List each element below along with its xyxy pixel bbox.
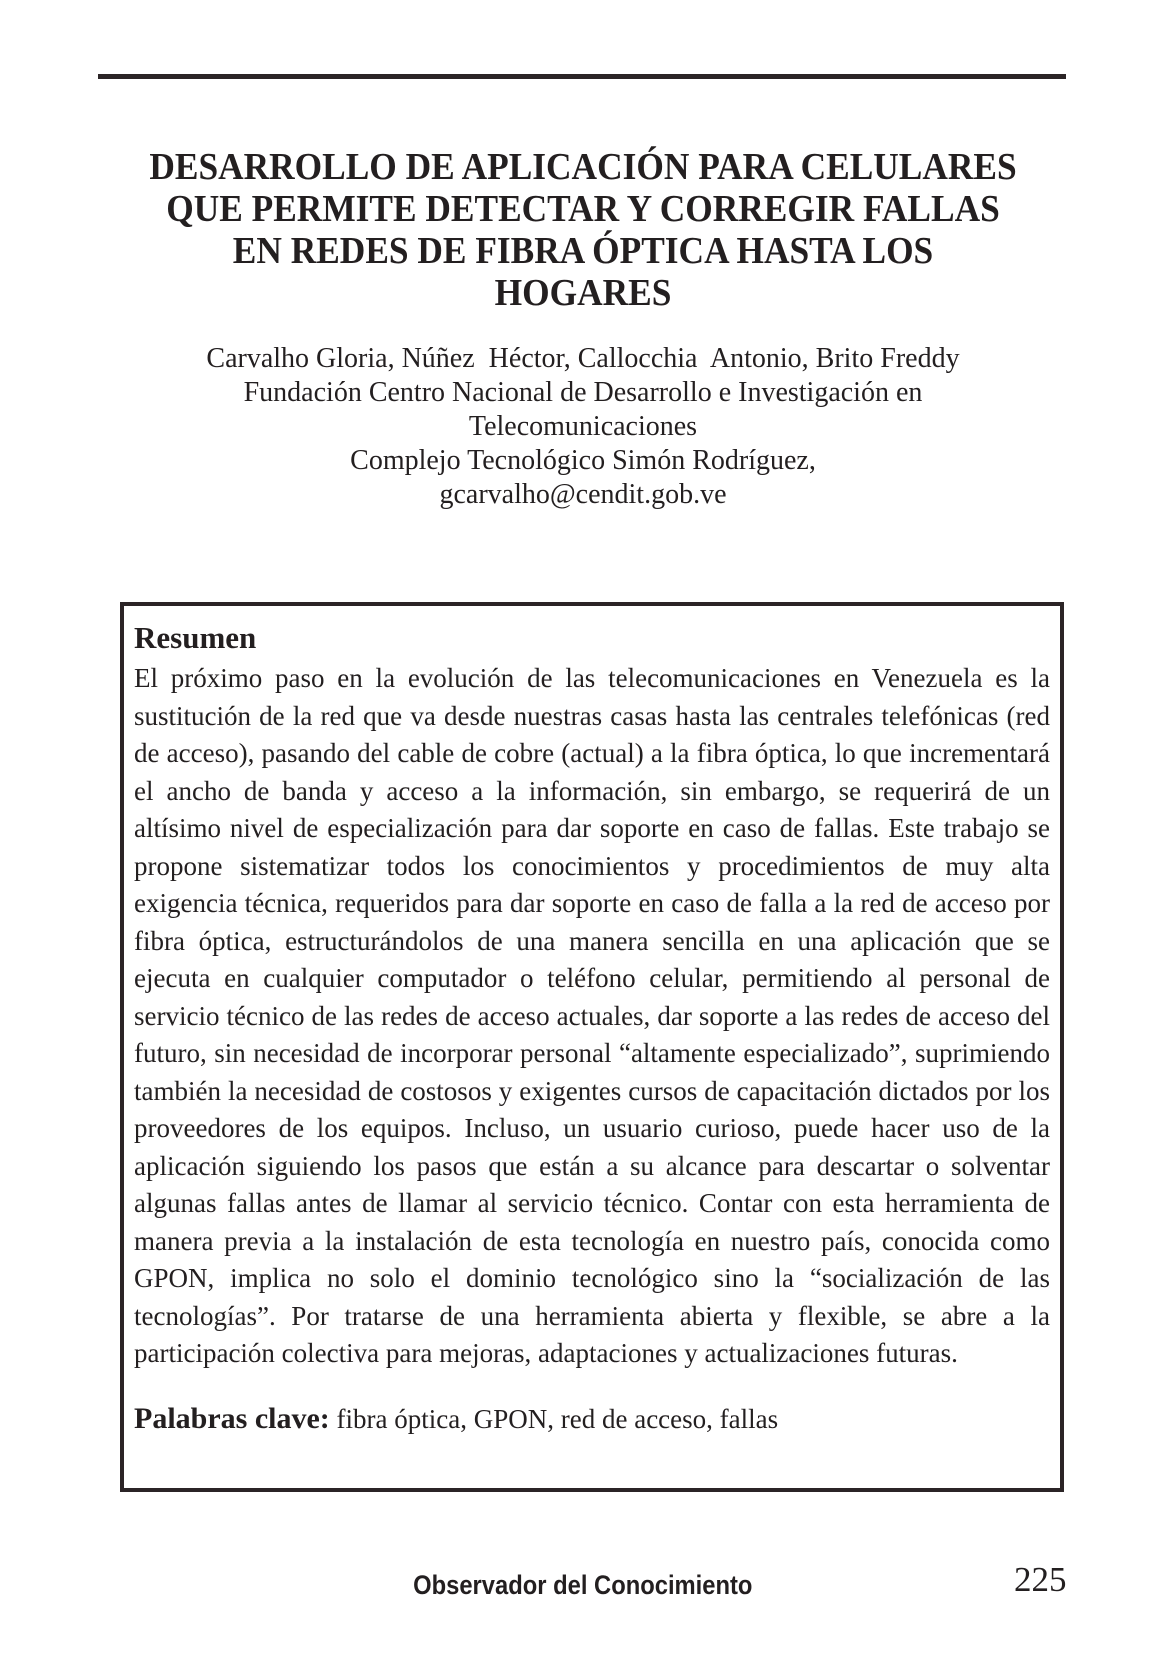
affiliation-line: Complejo Tecnológico Simón Rodríguez,: [350, 445, 816, 476]
page-number: 225: [1014, 1560, 1067, 1599]
keywords-text: fibra óptica, GPON, red de acceso, fallas: [329, 1403, 779, 1434]
abstract-box: [120, 602, 1064, 1492]
authors-line: Carvalho Gloria, Núñez Héctor, Callocchia Antonio, Brito Freddy: [206, 343, 960, 374]
journal-name: Observador del Conocimiento: [413, 1570, 753, 1600]
author-affiliation-block: [0, 342, 1166, 512]
abstract-heading: Resumen: [134, 620, 257, 655]
title-line: HOGARES: [494, 272, 672, 314]
header-rule: [98, 74, 1066, 79]
contact-email: gcarvalho@cendit.gob.ve: [439, 479, 727, 510]
affiliation-line: Telecomunicaciones: [468, 411, 698, 442]
title-line: EN REDES DE FIBRA ÓPTICA HASTA LOS: [232, 230, 934, 272]
keywords-label: Palabras clave:: [134, 1401, 330, 1435]
title-line: QUE PERMITE DETECTAR Y CORREGIR FALLAS: [166, 188, 1000, 230]
abstract-text: El próximo paso en la evolución de las telecomunicaciones en Venezuela es la sustitución de la red que va desde nuestras casas hasta las centrales telefónicas (red de acceso), pasando del cable de cobre (actual) a la fibra óptica, lo que incrementará el ancho de banda y acceso a la información, sin embargo, se requerirá de un altísimo nivel de especialización para dar soporte en caso de fallas. Este trabajo se propone sistematizar todos los conocimientos y procedimientos de muy alta exigencia técnica, requeridos para dar soporte en caso de falla a la red de acceso por fibra óptica, estructurándolos de una manera sencilla en una aplicación que se ejecuta en cualquier computador o teléfono celular, permitiendo al personal de servicio técnico de las redes de acceso actuales, dar soporte a las redes de acceso del futuro, sin necesidad de incorporar personal “altamente especializado”, suprimiendo también la necesidad de costosos y exigentes cursos de capacitación dictados por los proveedores de los equipos. Incluso, un usuario curioso, puede hacer uso de la aplicación siguiendo los pasos que están a su alcance para descartar o solventar algunas fallas antes de llamar al servicio técnico. Contar con esta herramienta de manera previa a la instalación de esta tecnología en nuestro país, conocida como GPON, implica no solo el dominio tecnológico sino la “socialización de las tecnologías”. Por tratarse de una herramienta abierta y flexible, se abre a la participación colectiva para mejoras, adaptaciones y actualizaciones futuras.: [134, 663, 1050, 1368]
paper-title: [0, 146, 1166, 314]
affiliation-line: Fundación Centro Nacional de Desarrollo e Investigación en: [243, 377, 923, 408]
title-line: DESARROLLO DE APLICACIÓN PARA CELULARES: [149, 146, 1017, 188]
keywords-line: [134, 1401, 1050, 1437]
